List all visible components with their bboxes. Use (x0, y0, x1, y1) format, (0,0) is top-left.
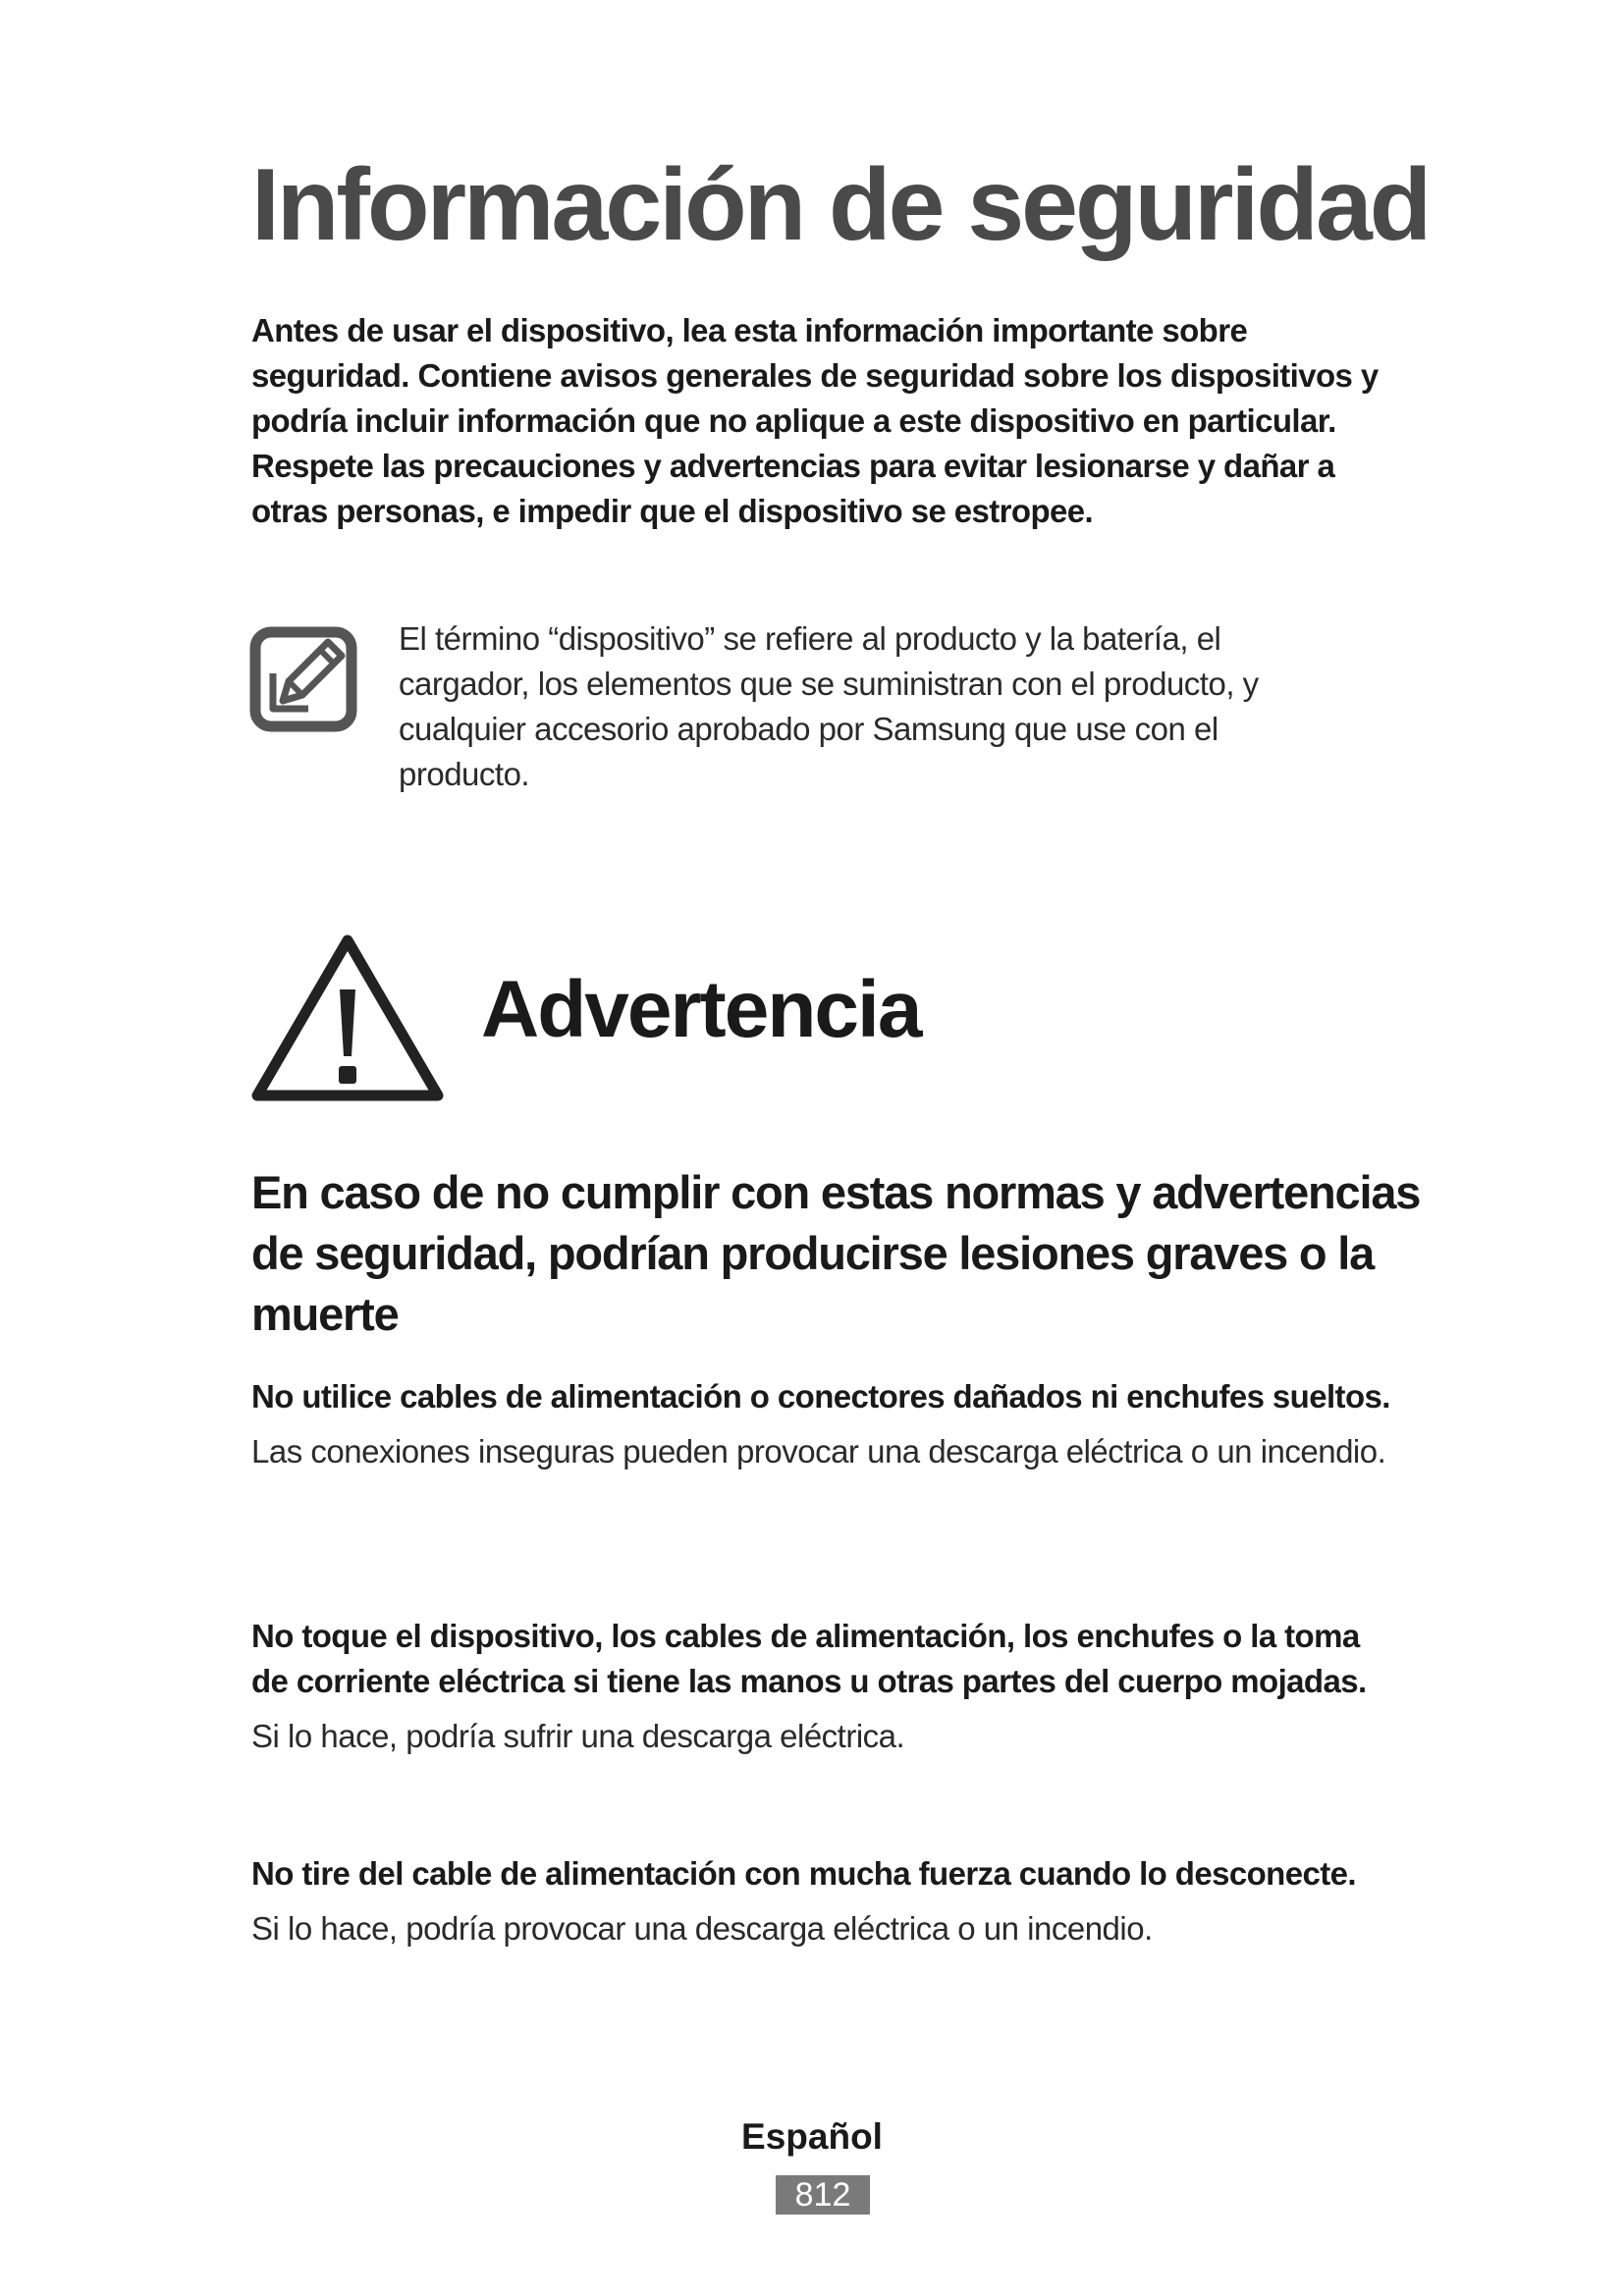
warning-triangle-icon (249, 931, 446, 1105)
safety-item (251, 1614, 1390, 1759)
footer-language: Español (741, 2116, 883, 2157)
item-body: Si lo hace, podría sufrir una descarga eléctrica. (251, 1718, 905, 1754)
safety-item (251, 1851, 1390, 1951)
note-text: El término “dispositivo” se refiere al producto y la batería, el cargador, los elementos que se suministran con el producto, y cualquier accesorio aprobado por Samsung que use con el producto. (399, 620, 1259, 792)
item-heading: No tire del cable de alimentación con mucha fuerza cuando lo desconecte. (251, 1855, 1356, 1892)
safety-item (251, 1374, 1390, 1474)
item-body: Las conexiones inseguras pueden provocar una descarga eléctrica o un incendio. (251, 1433, 1386, 1469)
page-title: Información de seguridad (251, 148, 1430, 262)
warning-heading: En caso de no cumplir con estas normas y advertencias de seguridad, podrían producirse lesiones graves o la muerte (251, 1166, 1421, 1340)
warning-title: Advertencia (481, 965, 921, 1054)
intro-paragraph: Antes de usar el dispositivo, lea esta información importante sobre seguridad. Contiene avisos generales de seguridad sobre los dispositivos y podría incluir información que no aplique a este dispositivo en particular. Respete las precauciones y advertencias para evitar lesionarse y dañar a otras personas, e impedir que el dispositivo se estropee. (251, 312, 1379, 529)
item-body: Si lo hace, podría provocar una descarga eléctrica o un incendio. (251, 1910, 1153, 1947)
page-number-badge: 812 (776, 2175, 870, 2215)
item-heading: No utilice cables de alimentación o conectores dañados ni enchufes sueltos. (251, 1378, 1390, 1415)
item-heading: No toque el dispositivo, los cables de alimentación, los enchufes o la toma de corriente eléctrica si tiene las manos u otras partes del cuerpo mojadas. (251, 1618, 1367, 1699)
note-pencil-icon (249, 624, 359, 734)
